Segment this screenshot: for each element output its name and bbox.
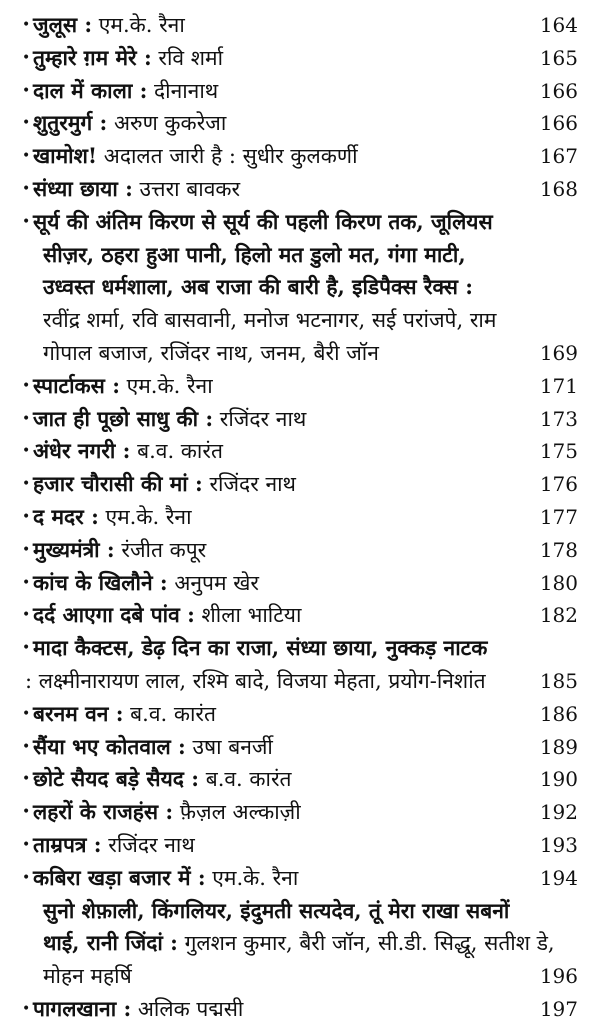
toc-entry-line xyxy=(0,599,600,632)
director-name: : लक्ष्मीनारायण लाल, रश्मि बादे, विजया मेहता, प्रयोग-निशांत xyxy=(25,668,486,693)
page-number: 185 xyxy=(539,668,578,693)
play-title: सुनो शेफ़ाली, किंगलियर, इंदुमती सत्यदेव, तूं मेरा राखा सबनों xyxy=(43,897,510,923)
page-number: 189 xyxy=(539,734,578,759)
director-name: एम.के. रैना xyxy=(98,504,192,529)
bullet-icon: • xyxy=(22,607,31,624)
play-title: सीज़र, ठहरा हुआ पानी, हिलो मत डुलो मत, गंगा माटी, xyxy=(43,241,466,267)
toc-entry-line xyxy=(0,862,600,895)
toc-entry xyxy=(0,435,600,468)
director-name: फ़ैज़ल अल्काज़ी xyxy=(173,800,301,825)
toc-entry-line xyxy=(0,567,600,600)
bullet-icon: • xyxy=(22,180,31,197)
director-name: एम.के. रैना xyxy=(119,373,213,398)
play-title: जात ही पूछो साधु की : xyxy=(33,405,214,431)
director-name: रवींद्र शर्मा, रवि बासवानी, मनोज भटनागर, सई परांजपे, राम xyxy=(43,308,497,333)
page-number: 197 xyxy=(539,996,578,1021)
director-name: ब.व. कारंत xyxy=(123,701,216,726)
bullet-icon: • xyxy=(22,17,31,33)
toc-entry-line xyxy=(0,140,600,173)
toc-entry xyxy=(0,993,600,1026)
toc-entry xyxy=(0,731,600,764)
play-title: कांच के खिलौने : xyxy=(33,569,168,595)
toc-entry-line xyxy=(0,239,600,272)
page-number: 177 xyxy=(539,504,578,529)
director-name: रंजीत कपूर xyxy=(114,537,207,562)
toc-entry xyxy=(0,107,600,140)
toc-entry xyxy=(0,829,600,862)
play-title: दाल में काला : xyxy=(33,77,148,103)
play-title: तुम्हारे ग़म मेरे : xyxy=(33,44,152,70)
toc-entry-line xyxy=(0,304,600,337)
bullet-icon: • xyxy=(22,82,31,99)
page-number: 167 xyxy=(539,144,578,169)
page-number: 166 xyxy=(539,78,578,103)
play-title: लहरों के राजहंस : xyxy=(33,799,174,825)
table-of-contents xyxy=(0,9,600,1026)
toc-entry-line xyxy=(0,501,600,534)
bullet-icon: • xyxy=(22,410,31,427)
toc-entry-line xyxy=(0,468,600,501)
toc-entry xyxy=(0,140,600,173)
toc-entry-line xyxy=(0,370,600,403)
bullet-icon: • xyxy=(22,836,31,853)
toc-entry-line xyxy=(0,534,600,567)
bullet-icon: • xyxy=(22,640,31,657)
director-name: गोपाल बजाज, रजिंदर नाथ, जनम, बैरी जॉन xyxy=(43,340,379,365)
page-number: 176 xyxy=(539,472,578,497)
bullet-icon: • xyxy=(22,541,31,558)
page-number: 169 xyxy=(539,340,578,365)
play-title: पागलखाना : xyxy=(33,995,132,1021)
toc-entry-line xyxy=(0,632,600,665)
director-name: रजिंदर नाथ xyxy=(202,472,296,497)
bullet-icon: • xyxy=(22,574,31,591)
play-title: थाई, रानी जिंदां : xyxy=(43,930,178,956)
play-title: सूर्य की अंतिम किरण से सूर्य की पहली किरण तक, जूलियस xyxy=(33,208,493,234)
toc-entry xyxy=(0,567,600,600)
toc-entry-line xyxy=(0,435,600,468)
toc-entry-line xyxy=(0,960,600,993)
director-name: रजिंदर नाथ xyxy=(101,832,195,857)
director-name: अरुण कुकरेजा xyxy=(107,111,227,136)
play-title: संध्या छाया : xyxy=(33,175,133,201)
director-name: शीला भाटिया xyxy=(194,603,302,628)
bullet-icon: • xyxy=(22,705,31,722)
bullet-icon: • xyxy=(22,804,31,821)
toc-entry xyxy=(0,862,600,895)
bullet-icon: • xyxy=(22,476,31,493)
director-name: रजिंदर नाथ xyxy=(213,406,307,431)
toc-entry xyxy=(0,468,600,501)
toc-entry xyxy=(0,698,600,731)
play-title: मुख्यमंत्री : xyxy=(33,536,115,562)
toc-entry xyxy=(0,370,600,403)
page-number: 182 xyxy=(539,603,578,628)
toc-entry xyxy=(0,796,600,829)
toc-entry-line xyxy=(0,731,600,764)
toc-entry-line xyxy=(0,107,600,140)
toc-entry xyxy=(0,763,600,796)
page-number: 173 xyxy=(539,406,578,431)
page-number: 168 xyxy=(539,176,578,201)
director-name: गुलशन कुमार, बैरी जॉन, सी.डी. सिद्धू, सतीश डे, xyxy=(177,931,555,956)
toc-entry-line xyxy=(0,829,600,862)
toc-entry xyxy=(0,599,600,632)
play-title: बरनम वन : xyxy=(33,700,124,726)
page-number: 196 xyxy=(539,964,578,989)
toc-entry-line xyxy=(0,993,600,1026)
toc-entry-line xyxy=(0,206,600,239)
toc-entry-line xyxy=(0,698,600,731)
toc-entry xyxy=(0,534,600,567)
toc-entry-line xyxy=(0,271,600,304)
director-name: ब.व. कारंत xyxy=(199,767,292,792)
director-name: ब.व. कारंत xyxy=(130,439,223,464)
page-number: 164 xyxy=(539,13,578,37)
bullet-icon: • xyxy=(22,508,31,525)
toc-entry xyxy=(0,42,600,75)
play-title: ताम्रपत्र : xyxy=(33,831,102,857)
toc-entry xyxy=(0,206,600,370)
toc-entry xyxy=(0,895,600,993)
toc-entry xyxy=(0,9,600,42)
director-name: दीनानाथ xyxy=(147,78,219,103)
page-number: 171 xyxy=(539,373,578,398)
toc-entry xyxy=(0,501,600,534)
toc-entry xyxy=(0,75,600,108)
bullet-icon: • xyxy=(22,377,31,394)
play-title: हजार चौरासी की मां : xyxy=(33,471,203,497)
bullet-icon: • xyxy=(22,738,31,755)
toc-entry-line xyxy=(0,665,600,698)
play-title: खामोश! xyxy=(33,143,98,169)
director-name: उत्तरा बावकर xyxy=(132,176,241,201)
page-number: 178 xyxy=(539,537,578,562)
play-title: द मदर : xyxy=(33,503,99,529)
bullet-icon: • xyxy=(22,49,31,66)
page-number: 186 xyxy=(539,701,578,726)
play-title: उध्वस्त धर्मशाला, अब राजा की बारी है, इडिपैक्स रैक्स : xyxy=(43,274,474,300)
toc-entry-line xyxy=(0,927,600,960)
toc-entry-line xyxy=(0,9,600,42)
page-number: 193 xyxy=(539,832,578,857)
page-number: 194 xyxy=(539,865,578,890)
play-title: सैंया भए कोतवाल : xyxy=(33,733,186,759)
director-name: एम.के. रैना xyxy=(92,13,185,37)
toc-entry xyxy=(0,173,600,206)
bullet-icon: • xyxy=(22,869,31,886)
toc-entry-line xyxy=(0,75,600,108)
bullet-icon: • xyxy=(22,1000,31,1017)
director-name: रवि शर्मा xyxy=(151,45,224,70)
play-title: स्पार्टाकस : xyxy=(33,372,120,398)
page-number: 165 xyxy=(539,45,578,70)
bullet-icon: • xyxy=(22,771,31,788)
toc-entry-line xyxy=(0,337,600,370)
toc-entry-line xyxy=(0,173,600,206)
page-number: 180 xyxy=(539,570,578,595)
play-title: मादा कैक्टस, डेढ़ दिन का राजा, संध्या छाया, नुक्कड़ नाटक xyxy=(33,635,488,661)
toc-entry-line xyxy=(0,763,600,796)
director-name: अलिक पद्मसी xyxy=(131,996,244,1021)
director-name: मोहन महर्षि xyxy=(43,964,132,989)
bullet-icon: • xyxy=(22,443,31,460)
bullet-icon: • xyxy=(22,213,31,230)
play-title: जुलूस : xyxy=(33,12,93,37)
director-name: अदालत जारी है : सुधीर कुलकर्णी xyxy=(97,144,358,169)
page-number: 175 xyxy=(539,439,578,464)
director-name: अनुपम खेर xyxy=(167,570,259,595)
toc-entry-line xyxy=(0,895,600,928)
page-number: 190 xyxy=(539,767,578,792)
bullet-icon: • xyxy=(22,115,31,132)
play-title: छोटे सैयद बड़े सैयद : xyxy=(33,766,200,792)
toc-entry-line xyxy=(0,42,600,75)
page-number: 192 xyxy=(539,800,578,825)
play-title: दर्द आएगा दबे पांव : xyxy=(33,602,195,628)
toc-entry xyxy=(0,403,600,436)
toc-entry xyxy=(0,632,600,698)
toc-entry-line xyxy=(0,796,600,829)
director-name: उषा बनर्जी xyxy=(185,734,273,759)
play-title: अंधेर नगरी : xyxy=(33,438,131,464)
page-number: 166 xyxy=(539,111,578,136)
director-name: एम.के. रैना xyxy=(205,865,299,890)
bullet-icon: • xyxy=(22,148,31,165)
play-title: कबिरा खड़ा बजार में : xyxy=(33,864,206,890)
play-title: शुतुरमुर्ग : xyxy=(33,110,108,136)
toc-entry-line xyxy=(0,403,600,436)
